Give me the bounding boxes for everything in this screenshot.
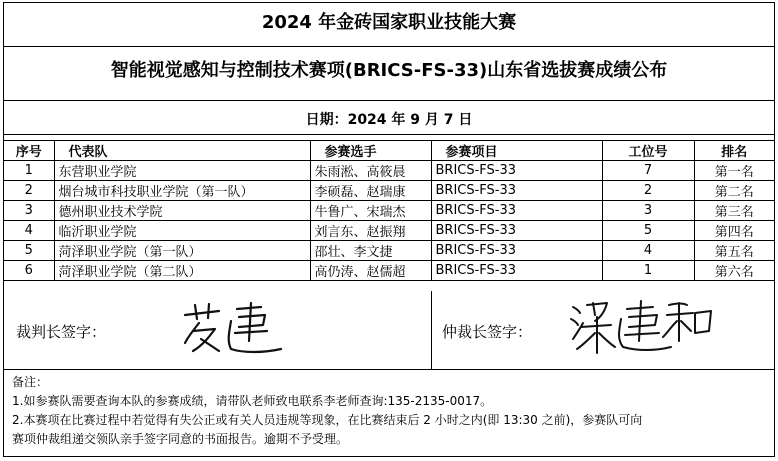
cell-number: 6 (4, 261, 54, 281)
note-line: 2.本赛项在比赛过程中若觉得有失公正或有关人员违规等现象，在比赛结束后 2 小时之内(即 13:30 之前)，参赛队可向 (12, 413, 643, 427)
table-header-row (4, 141, 774, 161)
cell-station: 4 (602, 241, 694, 261)
note-line: 赛项仲裁组递交领队亲手签字同意的书面报告。逾期不予受理。 (12, 432, 349, 446)
cell-team: 烟台城市科技职业学院（第一队） (54, 181, 310, 201)
notes-heading: 备注： (12, 375, 49, 389)
cell-contestants: 刘言东、赵振翔 (310, 221, 431, 241)
cell-event: BRICS-FS-33 (431, 161, 602, 181)
cell-number: 2 (4, 181, 54, 201)
divider (4, 134, 774, 135)
column-header-event: 参赛项目 (431, 141, 602, 161)
cell-team: 东营职业学院 (54, 161, 310, 181)
cell-rank: 第六名 (694, 261, 774, 281)
cell-rank: 第三名 (694, 201, 774, 221)
arbiter-signature-label: 仲裁长签字： (442, 323, 533, 341)
cell-team: 菏泽职业学院（第二队） (54, 261, 310, 281)
results-announcement (3, 2, 775, 457)
table-row (4, 181, 774, 201)
arbiter-signature-box (432, 291, 774, 369)
cell-event: BRICS-FS-33 (431, 201, 602, 221)
referee-signature-box (4, 291, 432, 369)
cell-number: 3 (4, 201, 54, 221)
cell-rank: 第五名 (694, 241, 774, 261)
divider (4, 100, 774, 101)
column-header-team: 代表队 (54, 141, 310, 161)
table-row (4, 241, 774, 261)
cell-station: 1 (602, 261, 694, 281)
cell-station: 7 (602, 161, 694, 181)
arbiter-handwritten-signature (567, 295, 717, 357)
cell-team: 菏泽职业学院（第一队） (54, 241, 310, 261)
cell-contestants: 李硕磊、赵瑞康 (310, 181, 431, 201)
divider (4, 46, 774, 47)
column-header-rank: 排名 (694, 141, 774, 161)
table-row (4, 261, 774, 281)
cell-event: BRICS-FS-33 (431, 261, 602, 281)
cell-number: 5 (4, 241, 54, 261)
cell-contestants: 朱雨淞、高筱晨 (310, 161, 431, 181)
cell-rank: 第四名 (694, 221, 774, 241)
cell-number: 4 (4, 221, 54, 241)
cell-event: BRICS-FS-33 (431, 181, 602, 201)
notes-section (12, 373, 770, 449)
cell-event: BRICS-FS-33 (431, 241, 602, 261)
cell-team: 德州职业技术学院 (54, 201, 310, 221)
cell-station: 2 (602, 181, 694, 201)
signature-section (4, 291, 774, 369)
results-table (4, 140, 774, 281)
cell-team: 临沂职业学院 (54, 221, 310, 241)
cell-station: 3 (602, 201, 694, 221)
announcement-date: 日期：2024 年 9 月 7 日 (305, 112, 473, 128)
cell-number: 1 (4, 161, 54, 181)
table-row (4, 161, 774, 181)
cell-rank: 第一名 (694, 161, 774, 181)
table-row (4, 221, 774, 241)
cell-contestants: 高仍涛、赵儒超 (310, 261, 431, 281)
referee-handwritten-signature (179, 299, 289, 359)
cell-rank: 第二名 (694, 181, 774, 201)
document-title: 2024 年金砖国家职业技能大赛 (261, 12, 517, 33)
divider (4, 369, 774, 370)
cell-contestants: 邵壮、李文捷 (310, 241, 431, 261)
cell-event: BRICS-FS-33 (431, 221, 602, 241)
column-header-station: 工位号 (602, 141, 694, 161)
cell-contestants: 牛鲁广、宋瑞杰 (310, 201, 431, 221)
column-header-number: 序号 (4, 141, 54, 161)
document-subtitle: 智能视觉感知与控制技术赛项(BRICS-FS-33)山东省选拔赛成绩公布 (110, 60, 668, 81)
referee-signature-label: 裁判长签字： (16, 323, 107, 341)
note-line: 1.如参赛队需要查询本队的参赛成绩，请带队老师致电联系李老师查询:135-2135-0017。 (12, 394, 493, 408)
column-header-contestants: 参赛选手 (310, 141, 431, 161)
cell-station: 5 (602, 221, 694, 241)
table-row (4, 201, 774, 221)
